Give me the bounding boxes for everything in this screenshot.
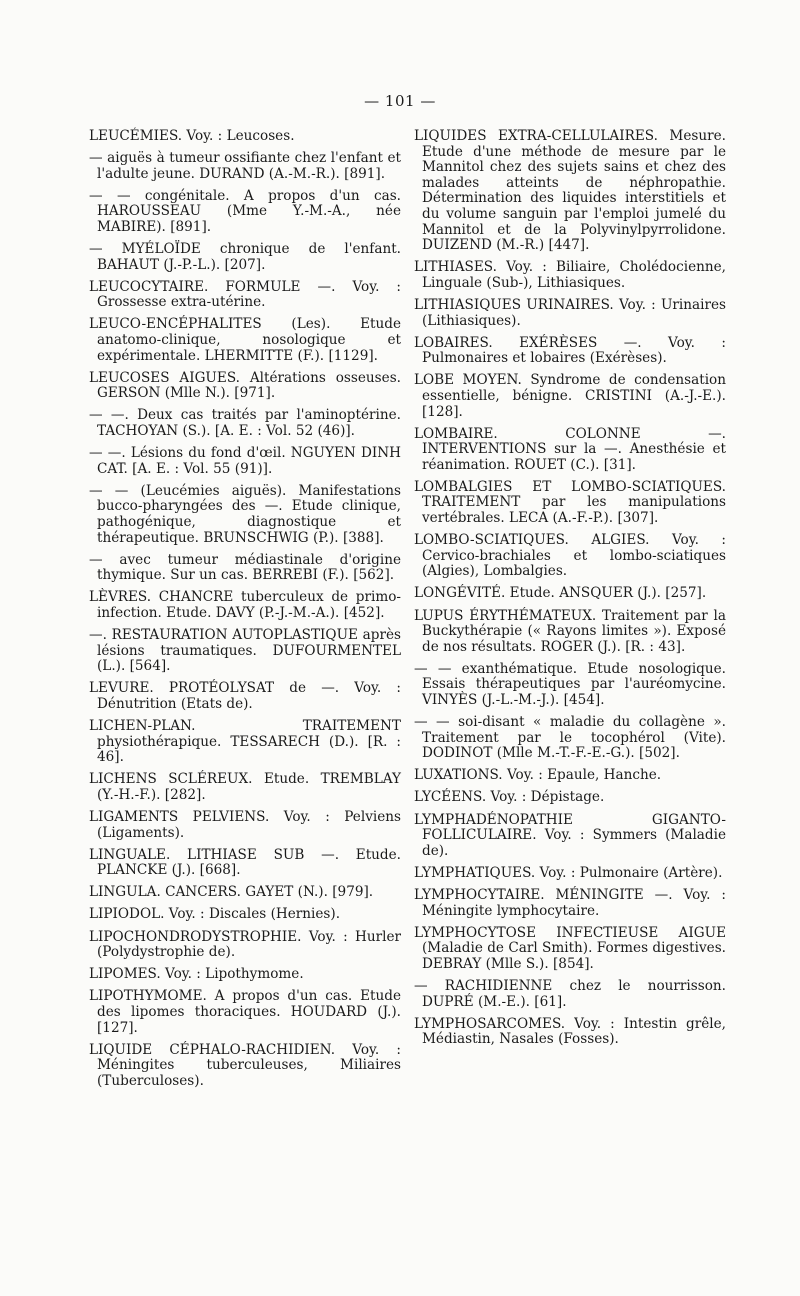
index-entry: LINGUALE. LITHIASE SUB —. Etude. PLANCKE (J.). [668]. bbox=[89, 846, 401, 879]
index-entry: LIPOTHYMOME. A propos d'un cas. Etude des lipomes thoraciques. HOUDARD (J.). [127]. bbox=[89, 988, 401, 1036]
index-entry: LOBE MOYEN. Syndrome de condensation essentielle, bénigne. CRISTINI (A.-J.-E.). [128]. bbox=[414, 372, 726, 420]
index-entry: LIPOMES. Voy. : Lipothymome. bbox=[89, 966, 304, 983]
index-entry: LITHIASES. Voy. : Biliaire, Cholédocienne, Linguale (Sub-), Lithiasiques. bbox=[414, 259, 726, 291]
index-entry: LIGAMENTS PELVIENS. Voy. : Pelviens (Ligaments). bbox=[89, 808, 401, 841]
page-number: — 101 — bbox=[364, 92, 436, 110]
index-column-left bbox=[89, 129, 401, 1096]
index-entry: LYMPHOCYTOSE INFECTIEUSE AIGUE (Maladie de Carl Smith). Formes digestives. DEBRAY (Mlle S.). [854]. bbox=[414, 924, 726, 972]
index-entry: LIPOCHONDRODYSTROPHIE. Voy. : Hurler (Polydystrophie de). bbox=[89, 928, 401, 961]
index-entry: LEUCO-ENCÉPHALITES (Les). Etude anatomo-clinique, nosologique et expérimentale. LHERMITTE (F.). [1129]. bbox=[89, 316, 401, 364]
index-entry: LYMPHOSARCOMES. Voy. : Intestin grêle, Médiastin, Nasales (Fosses). bbox=[414, 1015, 726, 1048]
index-entry: LEVURE. PROTÉOLYSAT de —. Voy. : Dénutrition (Etats de). bbox=[89, 680, 401, 712]
index-entry: LITHIASIQUES URINAIRES. Voy. : Urinaires (Lithiasiques). bbox=[414, 296, 726, 329]
index-entry: LUPUS ÉRYTHÉMATEUX. Traitement par la Buckythérapie (« Rayons limites »). Exposé de nos résultats. ROGER (J.). [R. : 43]. bbox=[414, 607, 726, 655]
index-entry: LIQUIDE CÉPHALO-RACHIDIEN. Voy. : Méningites tuberculeuses, Miliaires (Tuberculoses). bbox=[89, 1041, 401, 1089]
index-entry: — aiguës à tumeur ossifiante chez l'enfant et l'adulte jeune. DURAND (A.-M.-R.). [891]. bbox=[89, 150, 401, 182]
index-entry: — MYÉLOÏDE chronique de l'enfant. BAHAUT (J.-P.-L.). [207]. bbox=[89, 241, 401, 273]
index-entry: LEUCÉMIES. Voy. : Leucoses. bbox=[89, 128, 295, 144]
index-entry: LYMPHATIQUES. Voy. : Pulmonaire (Artère). bbox=[414, 864, 723, 881]
index-entry: LEUCOSES AIGUES. Altérations osseuses. GERSON (Mlle N.). [971]. bbox=[89, 369, 401, 402]
index-column-right bbox=[414, 129, 726, 1054]
index-entry: —. RESTAURATION AUTOPLASTIQUE après lésions traumatiques. DUFOURMENTEL (L.). [564]. bbox=[89, 627, 401, 675]
index-entry: — — (Leucémies aiguës). Manifestations bucco-pharyngées des —. Etude clinique, pathogénique, diagnostique et thérapeutique. BRUNSCHWIG (P.). [388]. bbox=[89, 482, 401, 546]
index-entry: LIPIODOL. Voy. : Discales (Hernies). bbox=[89, 906, 341, 923]
index-entry: — — soi-disant « maladie du collagène ». Traitement par le tocophérol (Vite). DODINOT (Mlle M.-T.-F.-E.-G.). [502]. bbox=[414, 714, 726, 762]
index-entry: LINGULA. CANCERS. GAYET (N.). [979]. bbox=[89, 884, 374, 901]
index-entry: LEUCOCYTAIRE. FORMULE —. Voy. : Grossesse extra-utérine. bbox=[89, 278, 401, 311]
index-entry: LICHEN-PLAN. TRAITEMENT physiothérapique. TESSARECH (D.). [R. : 46]. bbox=[89, 718, 401, 766]
index-entry: LYMPHADÉNOPATHIE GIGANTO-FOLLICULAIRE. Voy. : Symmers (Maladie de). bbox=[414, 811, 726, 859]
index-entry: LOBAIRES. EXÉRÈSES —. Voy. : Pulmonaires et lobaires (Exérèses). bbox=[414, 334, 726, 367]
index-entry: LYCÉENS. Voy. : Dépistage. bbox=[414, 789, 605, 806]
index-entry: LONGÉVITÉ. Etude. ANSQUER (J.). [257]. bbox=[414, 585, 707, 602]
index-entry: LICHENS SCLÉREUX. Etude. TREMBLAY (Y.-H.-F.). [282]. bbox=[89, 771, 401, 803]
index-entry: — RACHIDIENNE chez le nourrisson. DUPRÉ (M.-E.). [61]. bbox=[414, 977, 726, 1010]
index-entry: — — exanthématique. Etude nosologique. Essais thérapeutiques par l'auréomycine. VINYÈS (J.-L.-M.-J.). [454]. bbox=[414, 660, 726, 708]
index-entry: — —. Lésions du fond d'œil. NGUYEN DINH CAT. [A. E. : Vol. 55 (91)]. bbox=[89, 445, 401, 477]
index-entry: LOMBAIRE. COLONNE —. INTERVENTIONS sur la —. Anesthésie et réanimation. ROUET (C.). [31]. bbox=[414, 425, 726, 473]
index-entry: — —. Deux cas traités par l'aminoptérine. TACHOYAN (S.). [A. E. : Vol. 52 (46)]. bbox=[89, 407, 401, 439]
index-entry: LOMBALGIES ET LOMBO-SCIATIQUES. TRAITEMENT par les manipulations vertébrales. LECA (A.-F.-P.). [307]. bbox=[414, 478, 726, 527]
index-entry: LIQUIDES EXTRA-CELLULAIRES. Mesure. Etude d'une méthode de mesure par le Mannitol chez des sujets sains et chez des malades atteints de néphropathie. Détermination des liquides interstitiels et du volume sanguin par l'emploi jumelé du Mannitol et de la Polyvinylpyrrolidone. DUIZEND (M.-R.) [447]. bbox=[414, 128, 726, 254]
index-entry: LUXATIONS. Voy. : Epaule, Hanche. bbox=[414, 767, 662, 784]
index-entry: — — congénitale. A propos d'un cas. HAROUSSEAU (Mme Y.-M.-A., née MABIRE). [891]. bbox=[89, 187, 401, 235]
index-entry: LYMPHOCYTAIRE. MÉNINGITE —. Voy. : Méningite lymphocytaire. bbox=[414, 886, 726, 919]
index-entry: LOMBO-SCIATIQUES. ALGIES. Voy. : Cervico-brachiales et lombo-sciatiques (Algies), Lombalgies. bbox=[414, 532, 726, 580]
index-entry: — avec tumeur médiastinale d'origine thymique. Sur un cas. BERREBI (F.). [562]. bbox=[89, 551, 401, 584]
index-entry: LÈVRES. CHANCRE tuberculeux de primo-infection. Etude. DAVY (P.-J.-M.-A.). [452]. bbox=[89, 589, 401, 621]
